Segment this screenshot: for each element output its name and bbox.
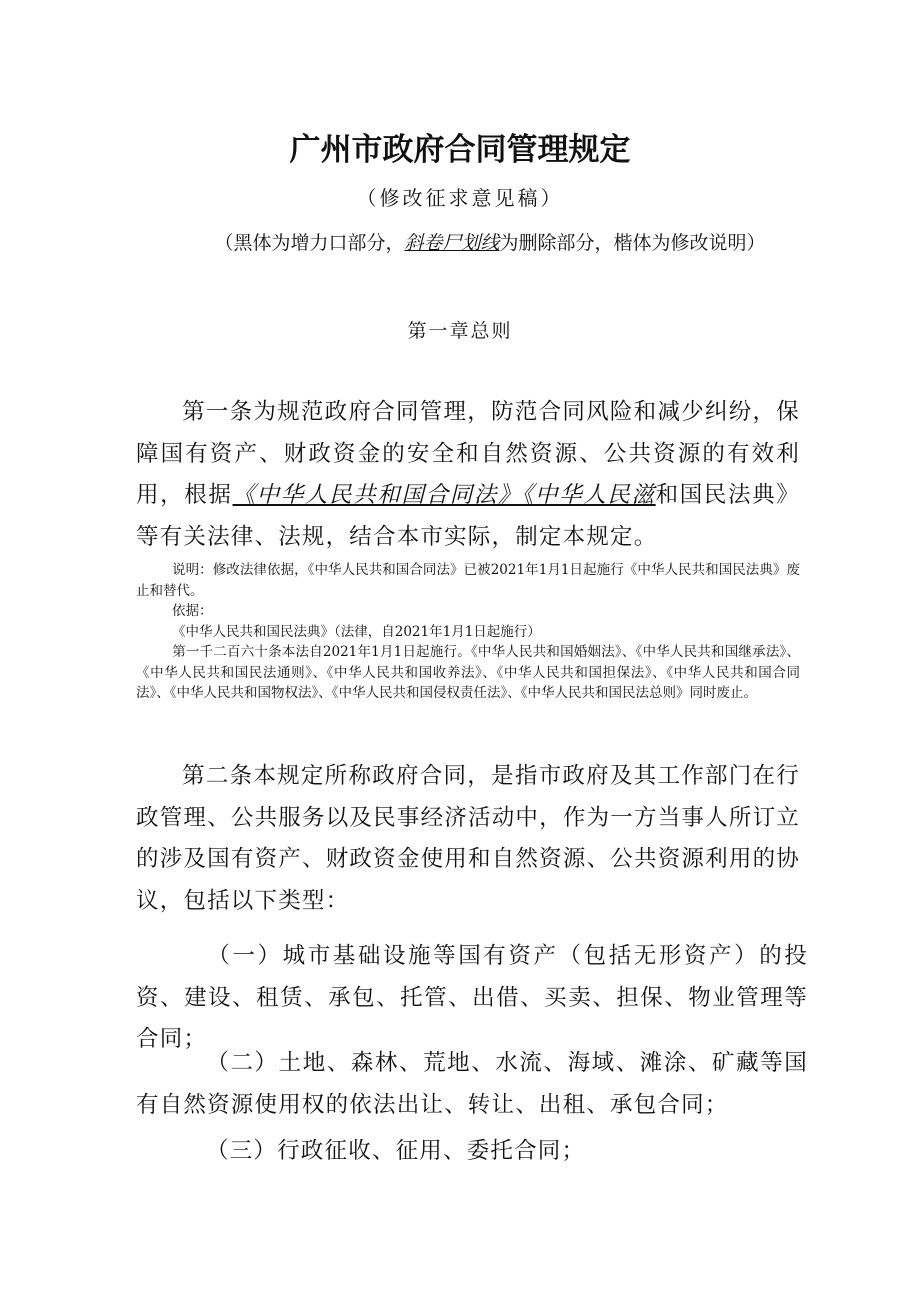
legend-strike-sample: 斜卷尸划线 [404, 232, 500, 254]
article-1-text-a: 第一条为规范政府合同管理，防范合同风险和减少纠纷，保障国有资产、财政资金的安全和自然资源、公共资源的有效利用，根据 [136, 399, 800, 508]
legend-prefix: （黑体为增力口部分， [214, 232, 405, 254]
note-clause: 第一千二百六十条本法自2021年1月1日起施行。《中华人民共和国婚姻法》、《中华人民共和国继承法》、《中华人民共和国民法通则》、《中华人民共和国收养法》、《中华人民共和国担保法》、《中华人民共和国合同法》、《中华人民共和国物权法》、《中华人民共和国侵权责任法》、《中华人民共和国民法总则》同时废止。 [136, 644, 800, 701]
article-1 [136, 392, 800, 558]
list-item: （三）行政征收、征用、委托合同； [206, 1138, 586, 1164]
chapter-heading: 第一章总则 [407, 320, 513, 342]
article-2: 第二条本规定所称政府合同，是指市政府及其工作部门在行政管理、公共服务以及民事经济活动中，作为一方当事人所订立的涉及国有资产、财政资金使用和自然资源、公共资源利用的协议，包括以下类型： [136, 763, 800, 914]
note-source: 《中华人民共和国民法典》（法律，自2021年1月1日起施行） [172, 623, 541, 640]
article-1-text-b: 和国民法典》等有关法律、法规，结合本市实际，制定本规定。 [136, 482, 800, 550]
legend-suffix: 为删除部分，楷体为修改说明） [499, 232, 766, 254]
document-title: 广州市政府合同管理规定 [289, 132, 631, 168]
revision-note [136, 560, 800, 704]
document-subtitle: （修改征求意见稿） [356, 186, 564, 210]
list-item: （一）城市基础设施等国有资产（包括无形资产）的投资、建设、租赁、承包、托管、出借、买卖、担保、物业管理等合同； [136, 943, 808, 1052]
note-basis-label: 依据： [172, 603, 213, 619]
list-item: （二）土地、森林、荒地、水流、海域、滩涂、矿藏等国有自然资源使用权的依法出让、转让、出租、承包合同； [136, 1050, 808, 1118]
note-explanation: 说明：修改法律依据，《中华人民共和国合同法》已被2021年1月1日起施行《中华人民共和国民法典》废止和替代。 [136, 562, 800, 599]
article-1-deleted-text: 《中华人民共和国合同法》《中华人民滋 [232, 482, 656, 508]
formatting-legend [140, 228, 840, 255]
